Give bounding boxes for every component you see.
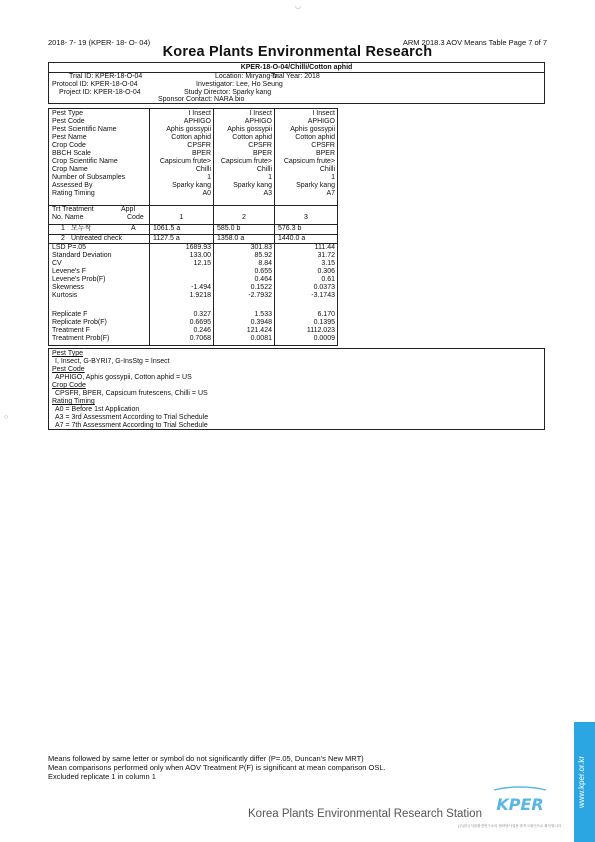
stat-value: 85.92 [254, 252, 272, 259]
mean-value: 1061.5 a [153, 225, 181, 232]
descriptor-value: I Insect [188, 110, 211, 117]
descriptor-value: Sparky kang [233, 182, 272, 189]
replicate-label: Treatment F [52, 327, 90, 334]
stat-value: -1.494 [191, 284, 211, 291]
descriptor-value: Cotton aphid [295, 134, 335, 141]
legend-heading: Pest Type [52, 350, 84, 357]
stat-value: 0.464 [254, 276, 272, 283]
descriptor-value: BPER [315, 150, 335, 157]
stat-value: 1.9218 [189, 292, 211, 299]
trial-title: KPER-18-O-04/Chilli/Cotton aphid [240, 64, 353, 71]
descriptor-value: 1 [207, 174, 211, 181]
descriptor-value: Chilli [319, 166, 335, 173]
kper-logo [490, 784, 550, 818]
descriptor-value: 1 [268, 174, 272, 181]
replicate-value: 0.0009 [313, 335, 335, 342]
page-info: ARM 2018.3 AOV Means Table Page 7 of 7 [402, 38, 547, 47]
descriptor-value: BPER [191, 150, 211, 157]
descriptor-value: Capsicum frute> [283, 158, 335, 165]
descriptor-label: Rating Timing [52, 190, 95, 197]
stat-value: 0.655 [254, 268, 272, 275]
descriptor-value: A3 [263, 190, 272, 197]
stat-label: Standard Deviation [52, 252, 112, 259]
descriptor-label: Crop Name [52, 166, 88, 173]
descriptor-value: BPER [252, 150, 272, 157]
mean-value: 1127.5 a [153, 235, 180, 242]
replicate-value: 0.0081 [250, 335, 272, 342]
descriptor-label: Assessed By [52, 182, 93, 189]
trial-id: Trial ID: KPER-18-O-04 [69, 73, 143, 80]
mean-value: 585.0 b [217, 225, 241, 232]
column-number: 2 [242, 214, 246, 221]
stat-label: Levene's F [52, 268, 87, 275]
stat-value: 8.84 [258, 260, 272, 267]
descriptor-label: Pest Scientific Name [52, 126, 117, 133]
stat-value: 12.15 [193, 260, 211, 267]
protocol-id: Protocol ID: KPER-18-O-04 [52, 81, 138, 88]
stat-label: Levene's Prob(F) [52, 276, 106, 283]
descriptor-value: CPSFR [311, 142, 335, 149]
stat-value: 0.0373 [313, 284, 335, 291]
study-director: Study Director: Sparky kang [184, 89, 272, 96]
descriptor-value: Capsicum frute> [220, 158, 272, 165]
descriptor-value: Aphis gossypii [290, 126, 335, 133]
descriptor-value: Cotton aphid [232, 134, 272, 141]
legend-box [48, 348, 545, 430]
means-table [48, 108, 338, 346]
descriptor-label: Crop Code [52, 142, 86, 149]
code-header: Code [127, 214, 144, 221]
mean-value: 576.3 b [278, 225, 302, 232]
legend-heading: Crop Code [52, 382, 86, 389]
stat-label: Skewness [52, 284, 84, 291]
stat-value: -3.1743 [311, 292, 335, 299]
page-title: Korea Plants Environmental Research [162, 44, 433, 60]
trt-header: Trt Treatment [52, 206, 94, 213]
replicate-label: Treatment Prob(F) [52, 335, 110, 342]
replicate-value: 1.533 [254, 311, 272, 318]
logo-text: KPER [496, 795, 544, 814]
replicate-value: 0.327 [193, 311, 211, 318]
stat-value: 3.15 [321, 260, 335, 267]
replicate-value: 0.246 [193, 327, 211, 334]
legend-heading: Pest Code [52, 366, 85, 373]
legend-heading: Rating Timing [52, 398, 95, 405]
descriptor-value: Cotton aphid [171, 134, 211, 141]
investigator: Investigator: Lee, Ho Seung [196, 81, 283, 88]
descriptor-value: 1 [331, 174, 335, 181]
appl-header: Appl [121, 206, 136, 213]
footnote: Excluded replicate 1 in column 1 [48, 772, 156, 781]
trial-year: Trial Year: 2018 [271, 73, 320, 80]
footnote: Mean comparisons performed only when AOV Treatment P(F) is significant at mean comparison OSL. [48, 763, 386, 772]
column-number: 1 [179, 214, 184, 221]
replicate-value: 1112.023 [306, 327, 335, 334]
trial-info-box [48, 62, 545, 104]
stat-label: LSD P=.05 [52, 244, 87, 251]
legend-line: A7 = 7th Assessment According to Trial Schedule [55, 422, 208, 429]
mean-value: 1358.0 a [217, 235, 245, 242]
stat-value: 31.72 [317, 252, 335, 259]
descriptor-value: APHIGO [307, 118, 335, 125]
legend-line: A0 = Before 1st Application [55, 406, 140, 413]
no-name-header: No. Name [52, 214, 84, 221]
stat-value: 301.83 [250, 244, 272, 251]
descriptor-label: Pest Type [52, 110, 84, 117]
descriptor-value: Capsicum frute> [159, 158, 211, 165]
descriptor-value: Sparky kang [296, 182, 335, 189]
hole-mark-left: ○ [4, 414, 9, 421]
replicate-value: 0.6695 [189, 319, 211, 326]
descriptor-value: I Insect [312, 110, 335, 117]
treatment-number: 1 [61, 225, 65, 232]
descriptor-label: Number of Subsamples [52, 174, 126, 181]
station-name: Korea Plants Environmental Research Station [248, 808, 482, 820]
station-subtext: (주)한국식물환경연구소의 협력팀사업용 품목고럼인프로 확인합니다 [458, 824, 562, 828]
descriptor-value: CPSFR [248, 142, 272, 149]
date-code: 2018- 7- 19 (KPER- 18- O- 04) [48, 38, 151, 47]
descriptor-value: Chilli [256, 166, 272, 173]
descriptor-value: Aphis gossypii [166, 126, 211, 133]
descriptor-value: I Insect [249, 110, 272, 117]
replicate-value: 0.3948 [250, 319, 272, 326]
descriptor-value: Sparky kang [172, 182, 211, 189]
treatment-name: 모두싹 [71, 225, 92, 232]
stat-value: 1689.93 [185, 244, 211, 251]
website-url: www.kper.or.kr [577, 756, 586, 809]
legend-line: I, Insect, G-BYRI7, G-InsStg = Insect [55, 358, 170, 365]
project-id: Project ID: KPER-18-O-04 [59, 89, 141, 96]
descriptor-value: A7 [326, 190, 335, 197]
replicate-value: 0.7068 [189, 335, 211, 342]
stat-value: 133.00 [189, 252, 211, 259]
hole-mark: ◡ [295, 3, 302, 10]
replicate-value: 0.1395 [313, 319, 335, 326]
stat-value: 111.44 [314, 244, 335, 251]
sponsor-contact: Sponsor Contact: NARA bio [158, 96, 245, 103]
sidebar-strip [574, 722, 595, 842]
stat-value: 0.306 [317, 268, 335, 275]
treatment-code: A [131, 225, 136, 232]
descriptor-label: Crop Scientific Name [52, 158, 118, 165]
legend-line: CPSFR, BPER, Capsicum frutescens, Chilli = US [55, 390, 208, 397]
legend-line: APHIGO, Aphis gossypii, Cotton aphid = US [55, 374, 192, 381]
legend-line: A3 = 3rd Assessment According to Trial Schedule [55, 414, 209, 421]
replicate-value: 121.424 [246, 327, 272, 334]
replicate-value: 6.170 [317, 311, 335, 318]
descriptor-label: Pest Name [52, 134, 87, 141]
footnote: Means followed by same letter or symbol do not significantly differ (P=.05, Duncan's New MRT) [48, 754, 364, 763]
location: Location: Miryang-si [215, 73, 278, 80]
stat-label: CV [52, 260, 62, 267]
descriptor-value: A0 [202, 190, 211, 197]
stat-value: -2.7932 [248, 292, 272, 299]
descriptor-value: Chilli [195, 166, 211, 173]
treatment-number: 2 [61, 235, 65, 242]
mean-value: 1440.0 a [278, 235, 306, 242]
replicate-label: Replicate Prob(F) [52, 319, 107, 326]
stat-label: Kurtosis [52, 292, 78, 299]
descriptor-label: BBCH Scale [52, 150, 91, 157]
descriptor-label: Pest Code [52, 118, 85, 125]
column-number: 3 [304, 214, 308, 221]
replicate-label: Replicate F [52, 311, 88, 318]
descriptor-value: APHIGO [183, 118, 211, 125]
treatment-name: Untreated check [71, 235, 122, 242]
descriptor-value: Aphis gossypii [227, 126, 272, 133]
stat-value: 0.1522 [250, 284, 272, 291]
stat-value: 0.61 [321, 276, 335, 283]
descriptor-value: CPSFR [187, 142, 211, 149]
descriptor-value: APHIGO [244, 118, 272, 125]
